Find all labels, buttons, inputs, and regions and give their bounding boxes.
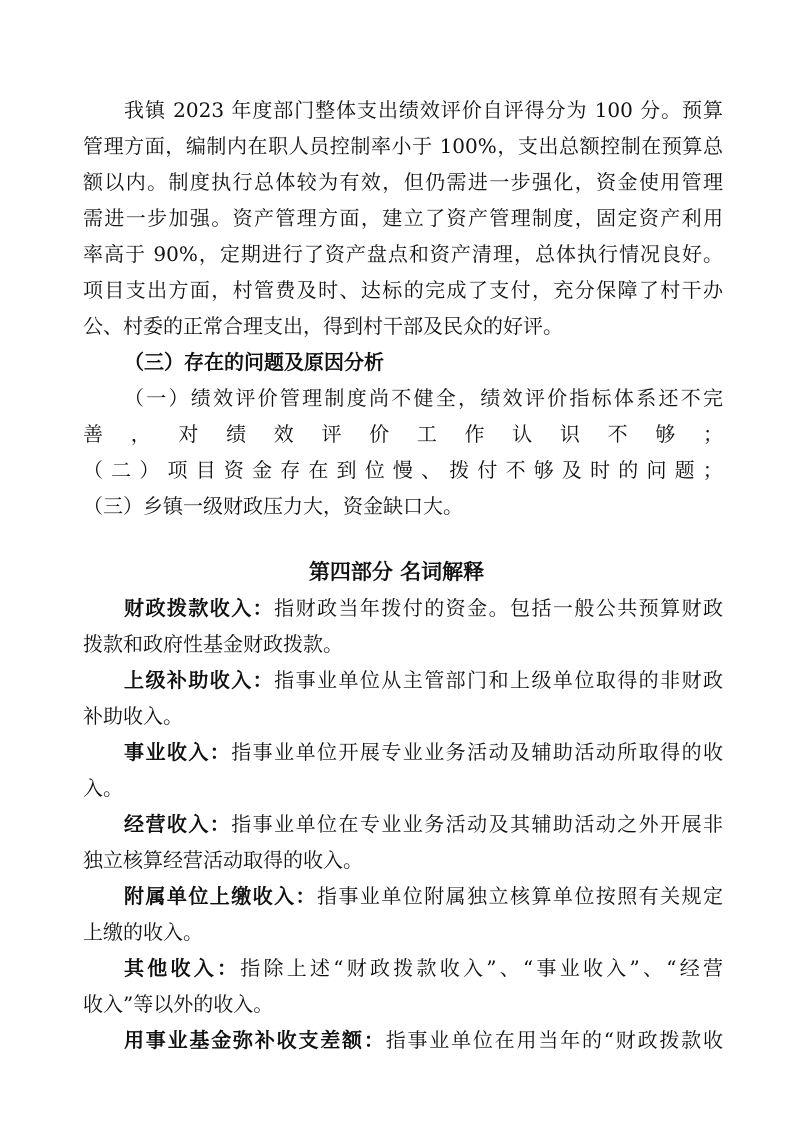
- term-line-2: [124, 666, 723, 694]
- spread-char: 绩: [226, 422, 247, 446]
- spread-char: 项: [167, 458, 188, 482]
- term-definition: 指事业单位从主管部门和上级单位取得的非财政: [274, 668, 724, 692]
- term-line-2-cont: 补助收入。: [83, 704, 183, 728]
- term-line-7: [124, 1026, 723, 1054]
- spread-char: 目: [195, 458, 216, 482]
- spread-char: 存: [280, 458, 301, 482]
- term-definition: 指财政当年拨付的资金。包括一般公共预算财政: [274, 596, 724, 620]
- spread-char: 作: [464, 422, 485, 446]
- spread-char: 金: [252, 458, 273, 482]
- problems-line-1: （一）绩效评价管理制度尚不健全，绩效评价指标体系还不完: [124, 386, 723, 410]
- spread-char: 不: [505, 458, 526, 482]
- summary-line-3: 额以内。制度执行总体较为有效，但仍需进一步强化，资金使用管理: [83, 170, 723, 194]
- spread-char: 拨: [449, 458, 470, 482]
- term-line-1: [124, 594, 723, 622]
- term-definition: 指除上述“财政拨款收入”、“事业收入”、“经营: [240, 956, 724, 980]
- term-label: 附属单位上缴收入：: [124, 884, 317, 908]
- spread-char: 效: [273, 422, 294, 446]
- term-line-4: [124, 810, 723, 838]
- spread-char: 评: [321, 422, 342, 446]
- term-definition: 指事业单位在用当年的“财政拨款收: [385, 1028, 724, 1052]
- spread-char: 资: [223, 458, 244, 482]
- term-line-1-cont: 拨款和政府性基金财政拨款。: [83, 632, 343, 656]
- spread-char: 在: [308, 458, 329, 482]
- term-line-4-cont: 独立核算经营活动取得的收入。: [83, 848, 363, 872]
- spread-char: 到: [336, 458, 357, 482]
- problems-line-3: [83, 456, 723, 484]
- spread-char: 问: [646, 458, 667, 482]
- spread-char: ）: [139, 458, 160, 482]
- term-label: 财政拨款收入：: [124, 596, 275, 620]
- term-label: 其他收入：: [124, 956, 241, 980]
- spread-char: 及: [561, 458, 582, 482]
- spread-char: ，: [130, 422, 151, 446]
- term-label: 事业收入：: [124, 740, 232, 764]
- spread-char: 的: [618, 458, 639, 482]
- spread-char: 慢: [392, 458, 413, 482]
- spread-char: 、: [421, 458, 442, 482]
- spread-char: 不: [607, 422, 628, 446]
- spread-char: 二: [111, 458, 132, 482]
- problems-line-4: （三）乡镇一级财政压力大，资金缺口大。: [83, 494, 463, 518]
- spread-char: 时: [590, 458, 611, 482]
- summary-line-7: 公、村委的正常合理支出，得到村干部及民众的好评。: [83, 314, 563, 338]
- term-line-3: [124, 738, 723, 766]
- spread-char: 够: [533, 458, 554, 482]
- term-line-5-cont: 上缴的收入。: [83, 920, 203, 944]
- term-line-3-cont: 入。: [83, 776, 123, 800]
- spread-char: 认: [512, 422, 533, 446]
- term-label: 用事业基金弥补收支差额：: [124, 1028, 386, 1052]
- spread-char: 善: [83, 422, 103, 446]
- spread-char: 题: [674, 458, 695, 482]
- spread-char: 识: [559, 422, 580, 446]
- summary-line-6: 项目支出方面，村管费及时、达标的完成了支付，充分保障了村干办: [83, 278, 723, 302]
- term-definition: 指事业单位附属独立核算单位按照有关规定: [317, 884, 723, 908]
- spread-char: 位: [364, 458, 385, 482]
- spread-char: ；: [702, 422, 723, 446]
- term-line-5: [124, 882, 723, 910]
- summary-line-4: 需进一步加强。资产管理方面，建立了资产管理制度，固定资产利用: [83, 206, 723, 230]
- summary-line-5: 率高于 90%，定期进行了资产盘点和资产清理，总体执行情况良好。: [83, 242, 723, 266]
- spread-char: 价: [369, 422, 390, 446]
- summary-line-2: 管理方面，编制内在职人员控制率小于 100%，支出总额控制在预算总: [83, 134, 723, 158]
- term-label: 经营收入：: [124, 812, 232, 836]
- summary-line-1: 我镇 2023 年度部门整体支出绩效评价自评得分为 100 分。预算: [124, 98, 723, 122]
- spread-char: 对: [178, 422, 199, 446]
- spread-char: 够: [655, 422, 676, 446]
- term-label: 上级补助收入：: [124, 668, 275, 692]
- term-definition: 指事业单位开展专业业务活动及辅助活动所取得的收: [231, 740, 724, 764]
- term-line-6: [124, 954, 723, 982]
- problems-heading: （三）存在的问题及原因分析: [124, 350, 384, 374]
- term-definition: 指事业单位在专业业务活动及其辅助活动之外开展非: [231, 812, 724, 836]
- spread-char: 付: [477, 458, 498, 482]
- section-title: 第四部分 名词解释: [308, 560, 485, 584]
- spread-char: 工: [416, 422, 437, 446]
- term-line-6-cont: 收入”等以外的收入。: [83, 992, 274, 1016]
- spread-char: （: [83, 458, 103, 482]
- spread-char: ；: [702, 458, 723, 482]
- problems-line-2: [83, 420, 723, 448]
